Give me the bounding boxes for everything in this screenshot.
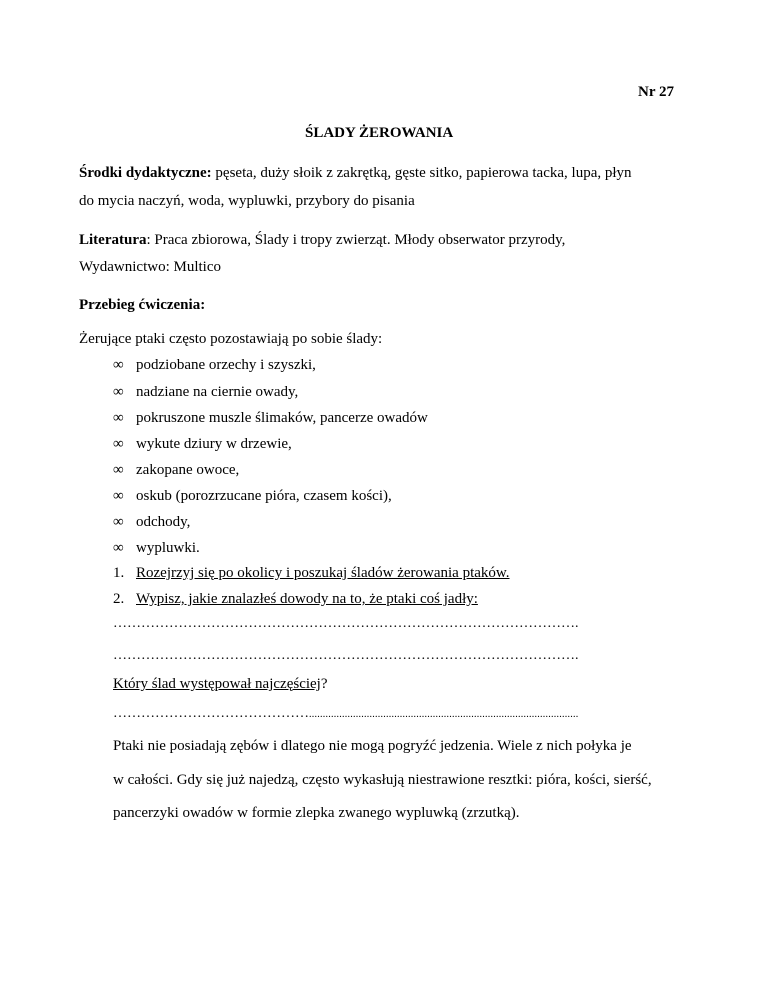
materials-line-1	[79, 165, 632, 182]
infinity-bullet-icon: ∞	[113, 357, 124, 373]
list-item-text: pokruszone muszle ślimaków, pancerze owadów	[136, 410, 428, 426]
materials-text-1: pęseta, duży słoik z zakrętką, gęste sitko, papierowa tacka, lupa, płyn	[211, 165, 632, 181]
literature-label: Literatura	[79, 232, 147, 248]
materials-line-2: do mycia naczyń, woda, wypluwki, przybory do pisania	[79, 193, 415, 209]
answer-line-3-dots-b: ..................................................................................................	[309, 709, 579, 720]
list-item-text: wypluwki.	[136, 540, 200, 556]
list-item-text: wykute dziury w drzewie,	[136, 436, 292, 452]
materials-label: Środki dydaktyczne:	[79, 165, 212, 181]
answer-line-3-dots-a: ……………………………………	[113, 706, 309, 721]
page-title: ŚLADY ŻEROWANIA	[305, 125, 454, 141]
infinity-bullet-icon: ∞	[113, 488, 124, 504]
paragraph-line-3: pancerzyki owadów w formie zlepka zwanego wypluwką (zrzutką).	[113, 805, 520, 821]
infinity-bullet-icon: ∞	[113, 462, 124, 478]
infinity-bullet-icon: ∞	[113, 410, 124, 426]
document-number: Nr 27	[638, 84, 674, 100]
paragraph-line-2: w całości. Gdy się już najedzą, często wykasłują niestrawione resztki: pióra, kości, sierść,	[113, 772, 652, 788]
list-item-text: podziobane orzechy i szyszki,	[136, 357, 316, 373]
literature-line-1	[79, 232, 565, 249]
literature-text-1: : Praca zbiorowa, Ślady i tropy zwierząt. Młody obserwator przyrody,	[146, 232, 566, 248]
step-text: Rozejrzyj się po okolicy i poszukaj śladów żerowania ptaków.	[136, 565, 510, 581]
infinity-bullet-icon: ∞	[113, 514, 124, 530]
step-number: 2.	[113, 591, 125, 607]
answer-line-3[interactable]	[113, 706, 579, 722]
step-text: Wypisz, jakie znalazłeś dowody na to, że ptaki coś jadły:	[136, 591, 478, 607]
question-mark: ?	[320, 676, 328, 692]
procedure-intro: Żerujące ptaki często pozostawiają po sobie ślady:	[79, 331, 383, 347]
question-text: Który ślad występował najczęściej	[113, 676, 321, 692]
procedure-heading: Przebieg ćwiczenia:	[79, 297, 206, 313]
list-item-text: oskub (porozrzucane pióra, czasem kości),	[136, 488, 392, 504]
infinity-bullet-icon: ∞	[113, 384, 124, 400]
list-item-text: zakopane owoce,	[136, 462, 240, 478]
paragraph-line-1: Ptaki nie posiadają zębów i dlatego nie mogą pogryźć jedzenia. Wiele z nich połyka je	[113, 738, 632, 754]
question	[113, 676, 328, 693]
list-item-text: odchody,	[136, 514, 191, 530]
literature-line-2: Wydawnictwo: Multico	[79, 259, 221, 275]
step-1	[113, 565, 510, 582]
step-2	[113, 591, 478, 608]
answer-line-1[interactable]: ……………………………………………………………………………………….	[113, 616, 579, 631]
infinity-bullet-icon: ∞	[113, 540, 124, 556]
step-number: 1.	[113, 565, 125, 581]
answer-line-2[interactable]: ……………………………………………………………………………………….	[113, 648, 579, 663]
infinity-bullet-icon: ∞	[113, 436, 124, 452]
list-item-text: nadziane na ciernie owady,	[136, 384, 299, 400]
